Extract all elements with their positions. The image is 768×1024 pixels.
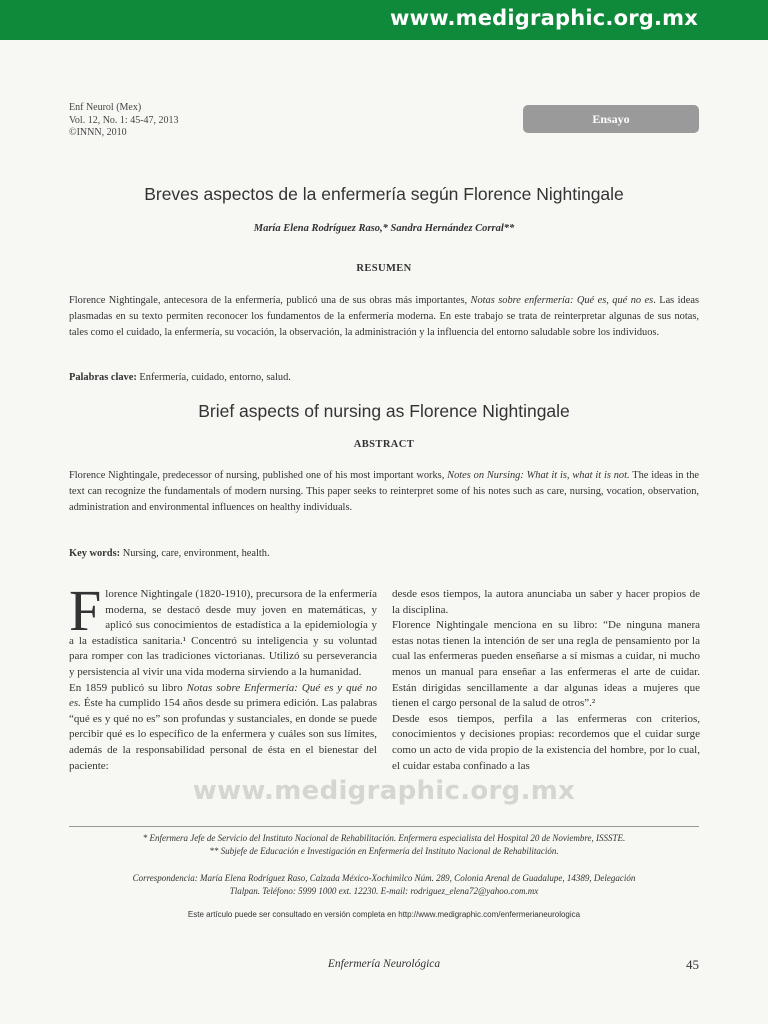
article-title-es: Breves aspectos de la enfermería según Florence Nightingale — [144, 184, 624, 204]
abstract-heading: ABSTRACT — [353, 439, 415, 450]
correspondence-line: Tlalpan. Teléfono: 5999 1000 ext. 12230. E-mail: rodriguez_elena72@yahoo.com.mx — [229, 886, 539, 896]
article-type-badge: Ensayo — [523, 105, 699, 133]
body-paragraph-text: En 1859 publicó su libro — [69, 681, 187, 694]
resumen-book-title: Notas sobre enfermería: Qué es, qué no es — [470, 295, 654, 306]
watermark: www.medigraphic.org.mx — [192, 776, 576, 806]
book-title: Notas sobre Enfermería: Qué es y qué no es. — [69, 681, 377, 710]
drop-cap: F — [69, 578, 102, 643]
resumen-heading: RESUMEN — [356, 263, 412, 274]
footnote: * Enfermera Jefe de Servicio del Instituto Nacional de Rehabilitación. Enfermera especialista del Hospital 20 de Noviembre, ISSSTE. — [142, 833, 626, 843]
page-number: 45 — [686, 957, 699, 972]
journal-meta-line: Enf Neurol (Mex) — [69, 102, 142, 113]
journal-meta-line: ©INNN, 2010 — [69, 127, 127, 138]
journal-name-footer: Enfermería Neurológica — [327, 958, 441, 970]
abstract-book-title: Notes on Nursing: What it is, what it is not. — [447, 470, 630, 481]
abstract-text-part: Florence Nightingale, predecessor of nursing, published one of his most important works, — [69, 470, 448, 481]
keywords-es-values: Enfermería, cuidado, entorno, salud. — [136, 372, 291, 383]
correspondence-line: Correspondencia: María Elena Rodríguez Raso, Calzada México-Xochimilco Núm. 289, Colonia Arenal de Guadalupe, 14389, Delegación — [132, 873, 636, 883]
resumen-text-part: Florence Nightingale, antecesora de la enfermería, publicó una de sus obras más importantes, — [69, 295, 471, 306]
journal-meta-line: Vol. 12, No. 1: 45-47, 2013 — [69, 114, 179, 126]
body-column-right — [392, 587, 700, 774]
body-paragraph — [69, 578, 377, 681]
body-paragraph: Desde esos tiempos, perfila a las enfermeras con criterios, conocimientos y decisiones propias: recordemos que el cuidar surge como un acto de vida propio de la existencia del hombre, por lo cual, el cuidar estaba confinado a las — [392, 712, 700, 772]
keywords-es-label: Palabras clave: — [69, 372, 137, 383]
online-availability-note[interactable]: Este artículo puede ser consultado en versión completa en http://www.medigraphic.com/enfermerianeurologica — [187, 910, 581, 919]
resumen-text-part: . Las ideas plasmadas en su texto permiten reconocer los fundamentos de la enfermería moderna. En este trabajo se trata de reinterpretar algunas de sus notas, tales como el cuidado, la enfermería, su vocación, la observación, la administración y la influencia del entorno saludable sobre los individuos. — [69, 295, 700, 338]
body-paragraph-text: Éste ha cumplido 154 años desde su primera edición. Las palabras “qué es y qué no es” son profundas y sustanciales, en donde se puede percibir qué es lo específico de la enfermera y cuáles son sus límites, además de la responsabilidad personal de ésta en el bienestar del paciente: — [69, 697, 377, 772]
keywords-en-values: Nursing, care, environment, health. — [120, 548, 270, 559]
article-authors: María Elena Rodríguez Raso,* Sandra Hernández Corral** — [253, 223, 515, 234]
site-header-bar — [0, 0, 768, 40]
keywords-en-label: Key words: — [69, 548, 121, 559]
keywords-en — [69, 546, 699, 562]
keywords-es — [69, 370, 699, 386]
abstract-text — [69, 468, 699, 516]
footnote: ** Subjefe de Educación e Investigación en Enfermería del Instituto Nacional de Rehabilitación. — [209, 845, 559, 856]
footnote-divider — [69, 826, 699, 827]
journal-meta — [69, 102, 179, 140]
author-footnotes — [69, 832, 699, 857]
body-paragraph-text: lorence Nightingale (1820-1910), precursora de la enfermería moderna, se destacó desde muy joven en matemáticas, y aplicó sus conocimientos de estadística a la epidemiología y a la estadística sanitaria.¹ Concentró su inteligencia y su voluntad para romper con las tradiciones victorianas. Utilizó su perseverancia y persistencia al vivir una vida moderna sirviendo a la humanidad. — [69, 588, 377, 678]
body-paragraph: desde esos tiempos, la autora anunciaba un saber y hacer propios de la disciplina. — [392, 588, 700, 616]
site-url[interactable]: www.medigraphic.org.mx — [390, 6, 698, 30]
resumen-text — [69, 293, 699, 341]
correspondence — [69, 872, 699, 898]
body-column-left — [69, 578, 377, 774]
body-paragraph: Florence Nightingale menciona en su libro: “De ninguna manera estas notas tienen la intención de ser una regla de pensamiento por la cual las enfermeras pueden enseñarse a sí mismas a cuidar, ni mucho menos un manual para enseñar a las enfermeras el arte de cuidar. Están dirigidas sencillamente a dar algunas ideas a mujeres que tienen el cargo personal de la salud de otros”.² — [392, 619, 700, 710]
article-title-en: Brief aspects of nursing as Florence Nightingale — [198, 401, 570, 421]
body-paragraph — [69, 681, 377, 775]
abstract-text-part: The ideas in the text can recognize the fundamentals of modern nursing. This paper seeks to reinterpret some of his notes such as care, nursing, vocation, observation, administration and environmental influences on healthy individuals. — [69, 470, 699, 513]
